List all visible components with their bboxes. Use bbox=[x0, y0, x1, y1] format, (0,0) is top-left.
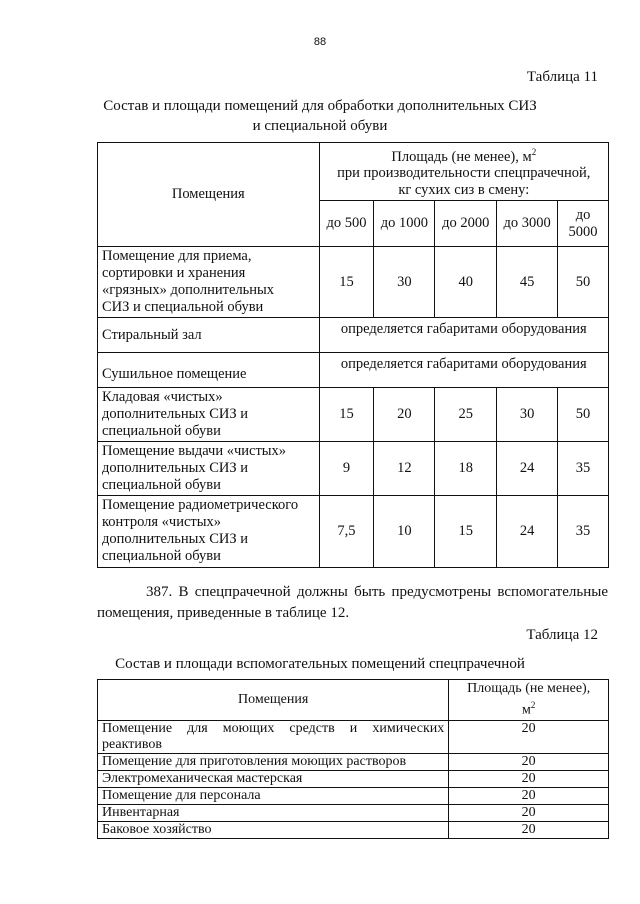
table-11-room-cell: Сушильное помещение bbox=[98, 353, 320, 388]
table-11-value: 45 bbox=[497, 247, 558, 318]
table-11-room-cell: Помещение для приема, сортировки и хранения «грязных» дополнительных СИЗ и специальной обуви bbox=[98, 247, 320, 318]
table-11-col-header: до 2000 bbox=[435, 201, 497, 247]
table-12-room-cell: Инвентарная bbox=[98, 804, 449, 821]
paragraph-387-line-1: 387. В спецпрачечной должны быть предусмотрены вспомогательные bbox=[146, 584, 608, 600]
table-11-value: 50 bbox=[558, 247, 609, 318]
table-11-col-header: до 3000 bbox=[497, 201, 558, 247]
table-11-span-cell: определяется габаритами оборудования bbox=[319, 353, 608, 388]
table-12-value: 20 bbox=[449, 821, 609, 838]
table-11-span-cell: определяется габаритами оборудования bbox=[319, 318, 608, 353]
table-12-value: 20 bbox=[449, 770, 609, 787]
table-11-value: 20 bbox=[374, 388, 435, 442]
table-11-header-area-sup: 2 bbox=[531, 146, 537, 157]
table-11-value: 35 bbox=[558, 442, 609, 496]
table-12-label: Таблица 12 bbox=[526, 627, 598, 643]
table-12-value: 20 bbox=[449, 720, 609, 753]
table-row bbox=[98, 804, 609, 821]
table-11-header-area-line-3: кг сухих сиз в смену: bbox=[398, 182, 530, 199]
table-11-header-rooms: Помещения bbox=[98, 143, 320, 247]
table-12-room-cell: Электромеханическая мастерская bbox=[98, 770, 449, 787]
table-row bbox=[98, 787, 609, 804]
table-12-value: 20 bbox=[449, 753, 609, 770]
table-11-value: 24 bbox=[497, 442, 558, 496]
table-11-value: 40 bbox=[435, 247, 497, 318]
table-12-header-area-line-1: Площадь (не менее), bbox=[467, 681, 591, 696]
table-11-col-header: до 500 bbox=[319, 201, 374, 247]
table-11-value: 35 bbox=[558, 496, 609, 568]
table-11-col-header: до 5000 bbox=[558, 201, 609, 247]
table-row bbox=[98, 388, 609, 442]
table-11-caption-line-2: и специальной обуви bbox=[252, 118, 388, 134]
table-row bbox=[98, 720, 609, 753]
table-11-value: 12 bbox=[374, 442, 435, 496]
table-11-value: 15 bbox=[319, 388, 374, 442]
table-row bbox=[98, 496, 609, 568]
table-11-value: 15 bbox=[435, 496, 497, 568]
table-12-value: 20 bbox=[449, 787, 609, 804]
page-number: 88 bbox=[313, 36, 327, 48]
table-12-value: 20 bbox=[449, 804, 609, 821]
table-11-room-cell: Помещение радиометрического контроля «чистых» дополнительных СИЗ и специальной обуви bbox=[98, 496, 320, 568]
table-row bbox=[98, 318, 609, 353]
table-row bbox=[98, 442, 609, 496]
table-12 bbox=[97, 679, 609, 839]
table-12-header-rooms: Помещения bbox=[98, 680, 449, 721]
table-row bbox=[98, 821, 609, 838]
table-11-room-cell: Стиральный зал bbox=[98, 318, 320, 353]
table-row bbox=[98, 753, 609, 770]
table-12-room-cell: Баковое хозяйство bbox=[98, 821, 449, 838]
table-12-room-cell: Помещение для моющих средств и химических реактивов bbox=[98, 720, 449, 753]
table-11-value: 24 bbox=[497, 496, 558, 568]
table-11-caption-line-1: Состав и площади помещений для обработки дополнительных СИЗ bbox=[103, 98, 537, 114]
table-11-header-area-line-2: при производительности спецпрачечной, bbox=[337, 165, 591, 182]
table-11 bbox=[97, 142, 609, 568]
table-11-value: 18 bbox=[435, 442, 497, 496]
table-11-value: 30 bbox=[374, 247, 435, 318]
table-12-caption: Состав и площади вспомогательных помещений спецпрачечной bbox=[115, 656, 525, 672]
table-11-value: 25 bbox=[435, 388, 497, 442]
table-11-value: 30 bbox=[497, 388, 558, 442]
table-11-label: Таблица 11 bbox=[526, 69, 598, 85]
table-row bbox=[98, 247, 609, 318]
table-row bbox=[98, 353, 609, 388]
table-11-value: 9 bbox=[319, 442, 374, 496]
table-11-value: 15 bbox=[319, 247, 374, 318]
table-11-value: 7,5 bbox=[319, 496, 374, 568]
table-11-col-header: до 1000 bbox=[374, 201, 435, 247]
table-12-header-area-sup: 2 bbox=[530, 700, 536, 710]
table-11-value: 10 bbox=[374, 496, 435, 568]
paragraph-387-line-2: помещения, приведенные в таблице 12. bbox=[97, 605, 350, 621]
table-row bbox=[98, 770, 609, 787]
table-11-header-area-line-1: Площадь (не менее), м bbox=[391, 148, 532, 165]
table-11-room-cell: Кладовая «чистых» дополнительных СИЗ и специальной обуви bbox=[98, 388, 320, 442]
table-12-room-cell: Помещение для персонала bbox=[98, 787, 449, 804]
table-12-header-area-line-2: м bbox=[521, 702, 531, 718]
table-11-header-area bbox=[319, 143, 608, 201]
table-11-room-cell: Помещение выдачи «чистых» дополнительных СИЗ и специальной обуви bbox=[98, 442, 320, 496]
table-12-room-cell: Помещение для приготовления моющих растворов bbox=[98, 753, 449, 770]
table-11-value: 50 bbox=[558, 388, 609, 442]
table-12-header-area bbox=[449, 680, 609, 721]
